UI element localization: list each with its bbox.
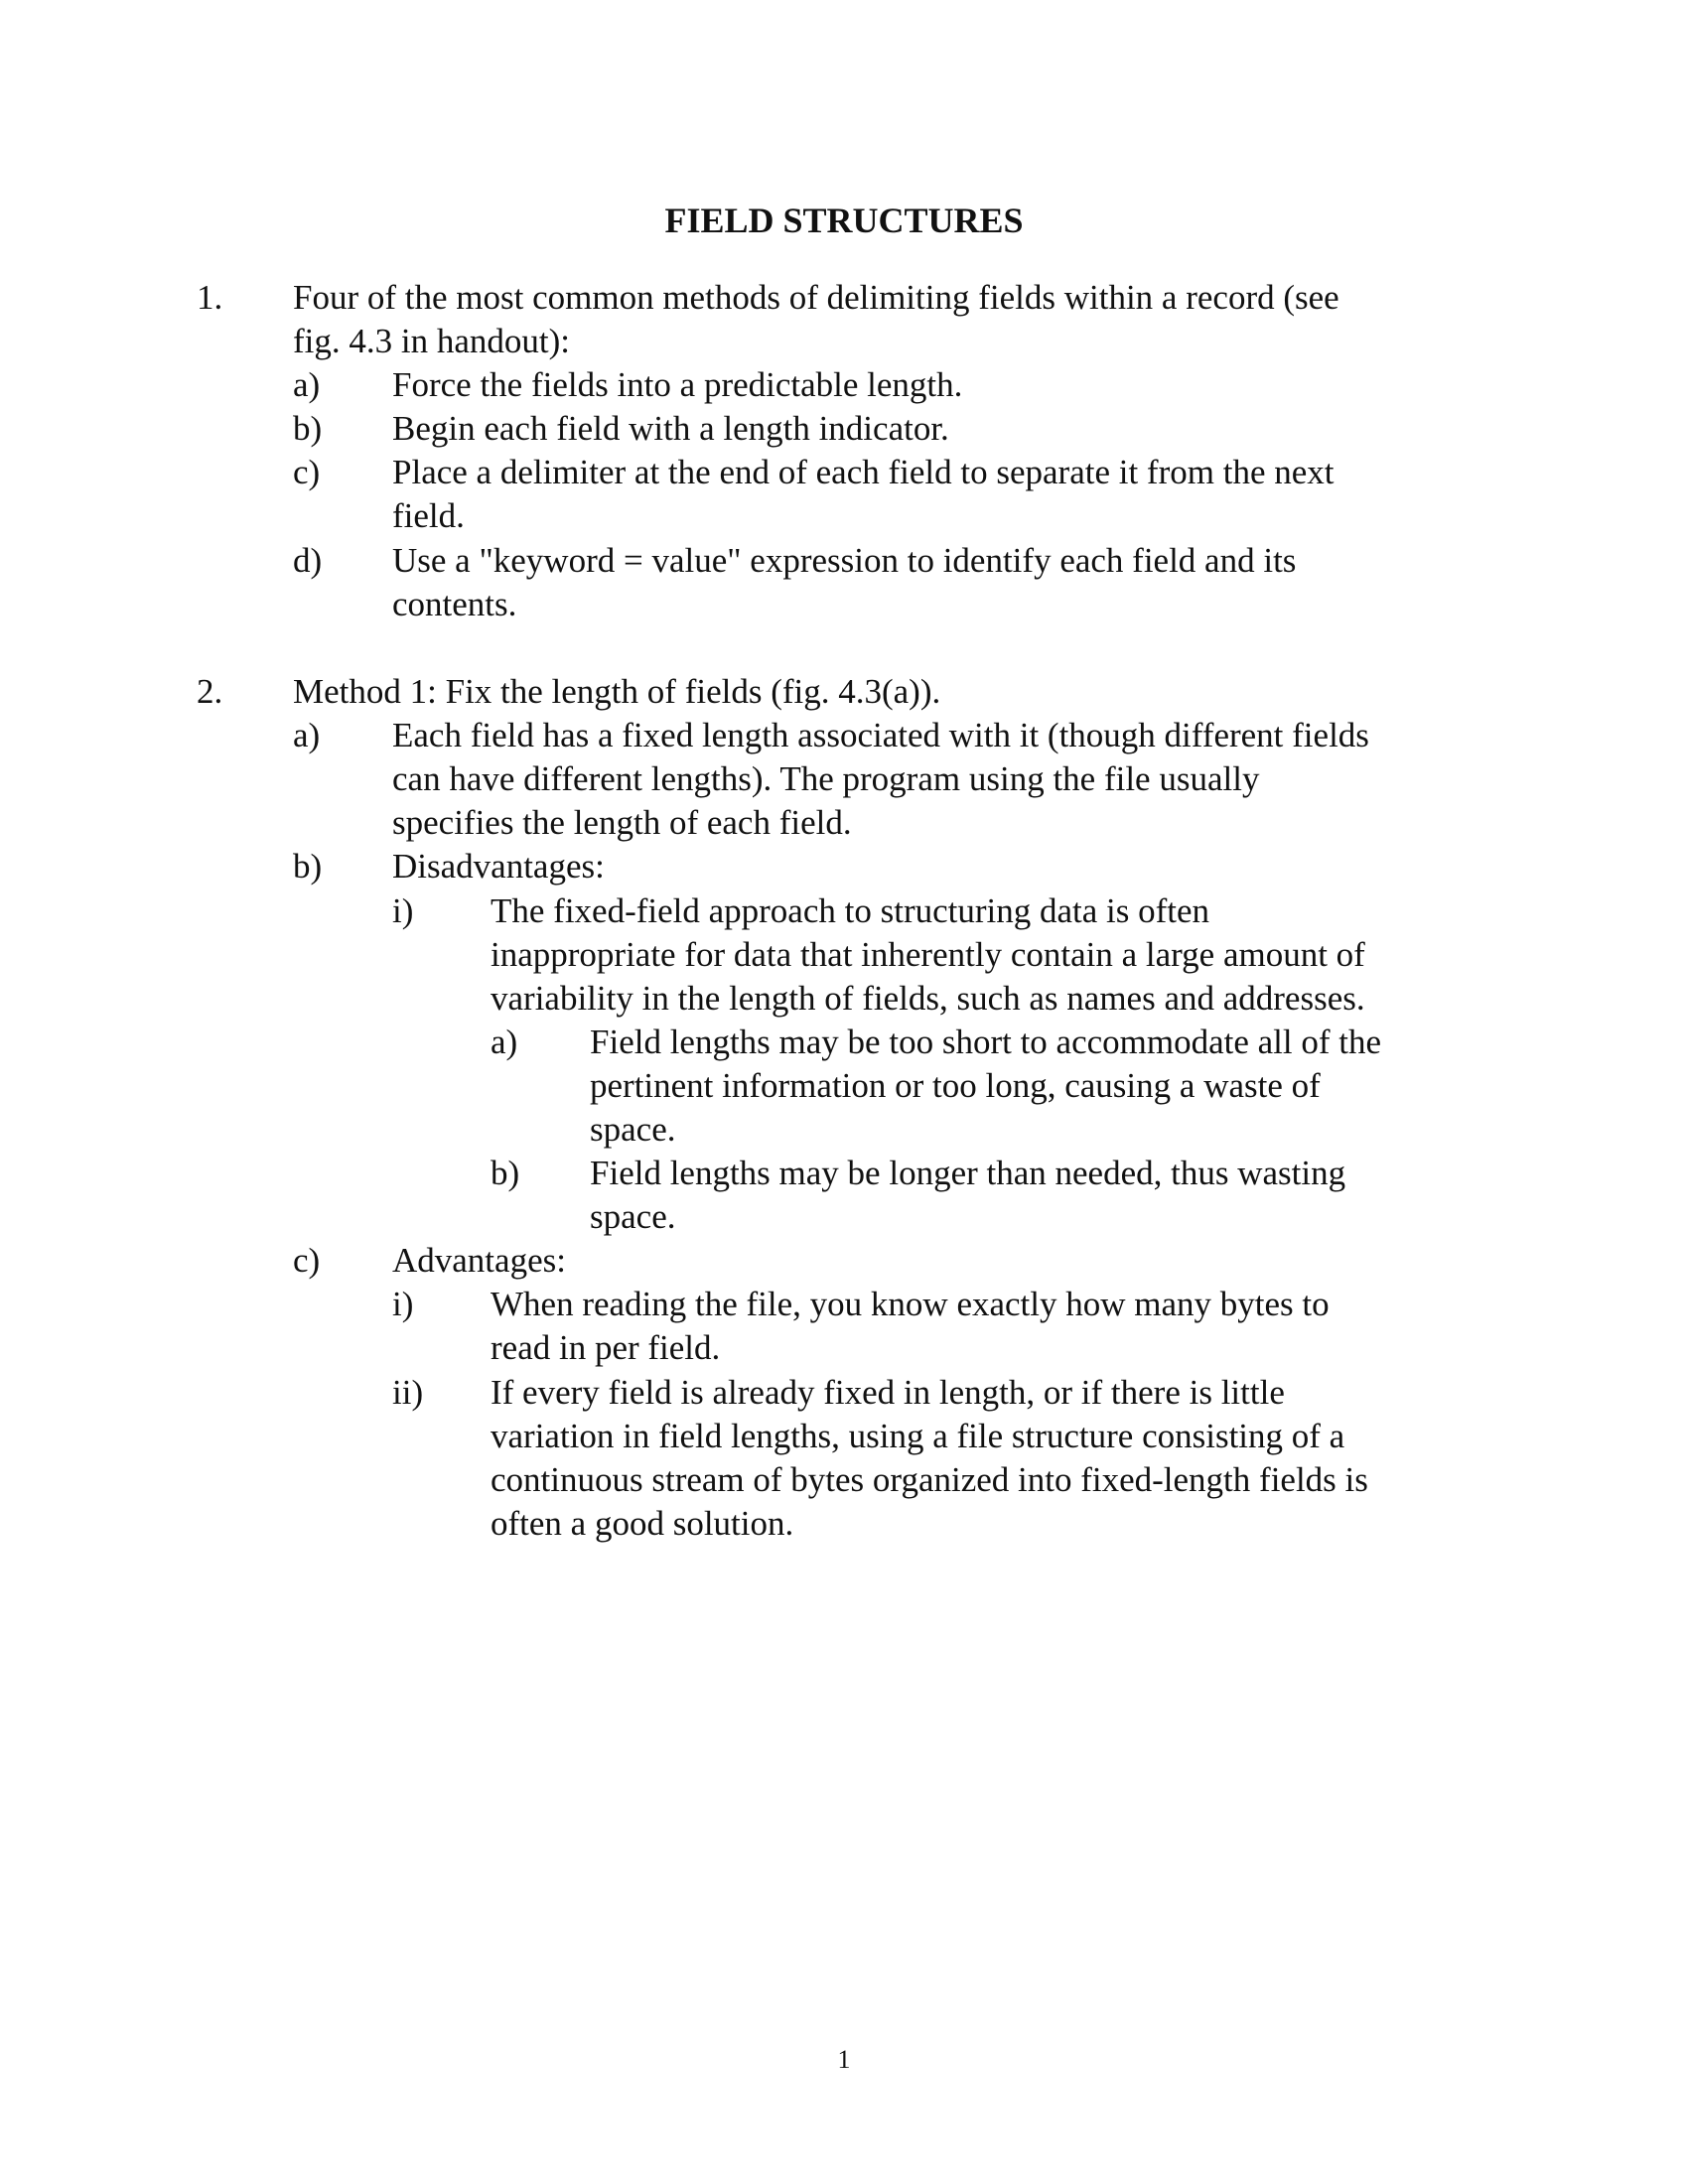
- list-item-text: field.: [392, 496, 465, 535]
- list-item-text: variability in the length of fields, such as names and addresses.: [491, 979, 1365, 1018]
- list-item-text: Method 1: Fix the length of fields (fig. 4.3(a)).: [293, 672, 941, 711]
- list-marker: i): [392, 1285, 414, 1323]
- page-title: FIELD STRUCTURES: [664, 201, 1024, 240]
- list-item-text: Force the fields into a predictable length.: [392, 365, 963, 404]
- list-item-text: can have different lengths). The program using the file usually: [392, 759, 1260, 798]
- list-item-text: often a good solution.: [491, 1504, 794, 1543]
- list-item-text: pertinent information or too long, causing a waste of: [590, 1066, 1321, 1105]
- list-marker: a): [293, 716, 321, 754]
- list-item-text: space.: [590, 1110, 676, 1149]
- list-marker: 2.: [197, 672, 223, 711]
- list-item-text: Place a delimiter at the end of each field to separate it from the next: [392, 453, 1335, 491]
- list-marker: a): [293, 365, 321, 404]
- list-item-text: space.: [590, 1197, 676, 1236]
- list-item-text: Each field has a fixed length associated with it (though different fields: [392, 716, 1369, 754]
- list-marker: ii): [392, 1373, 424, 1412]
- list-item-text: specifies the length of each field.: [392, 803, 852, 842]
- list-marker: 1.: [197, 278, 223, 317]
- list-marker: c): [293, 1241, 321, 1280]
- list-item-text: contents.: [392, 585, 517, 623]
- list-marker: b): [293, 847, 323, 886]
- list-item-text: Field lengths may be too short to accommodate all of the: [590, 1023, 1382, 1061]
- list-item-text: When reading the file, you know exactly how many bytes to: [491, 1285, 1330, 1323]
- list-marker: c): [293, 453, 321, 491]
- list-item-text: Four of the most common methods of delimiting fields within a record (see: [293, 278, 1339, 317]
- list-item-text: fig. 4.3 in handout):: [293, 322, 570, 360]
- list-marker: a): [491, 1023, 518, 1061]
- list-item-text: Use a "keyword = value" expression to identify each field and its: [392, 541, 1297, 580]
- list-item-text: Field lengths may be longer than needed, thus wasting: [590, 1154, 1346, 1192]
- list-marker: b): [293, 409, 323, 448]
- list-item-text: Begin each field with a length indicator.: [392, 409, 949, 448]
- list-marker: d): [293, 541, 323, 580]
- list-marker: i): [392, 891, 414, 930]
- list-item-text: If every field is already fixed in length, or if there is little: [491, 1373, 1285, 1412]
- list-marker: b): [491, 1154, 520, 1192]
- list-item-text: Advantages:: [392, 1241, 566, 1280]
- list-item-text: read in per field.: [491, 1328, 721, 1367]
- list-item-text: Disadvantages:: [392, 847, 605, 886]
- page-number: 1: [837, 2045, 851, 2074]
- list-item-text: continuous stream of bytes organized into fixed-length fields is: [491, 1460, 1368, 1499]
- list-item-text: inappropriate for data that inherently contain a large amount of: [491, 935, 1365, 974]
- list-item-text: variation in field lengths, using a file structure consisting of a: [491, 1417, 1345, 1455]
- list-item-text: The fixed-field approach to structuring data is often: [491, 891, 1210, 930]
